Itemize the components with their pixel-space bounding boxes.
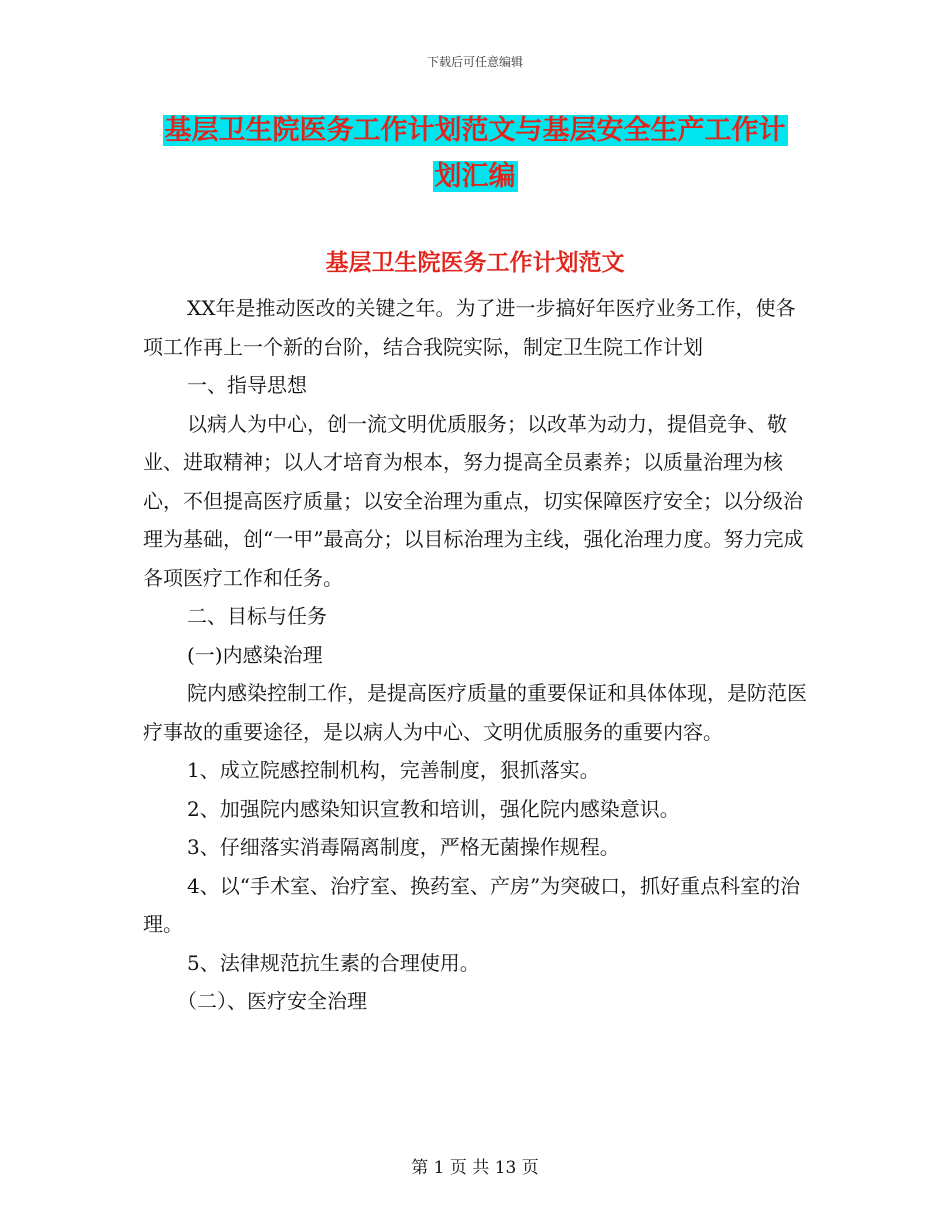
list-item-2: 2、加强院内感染知识宣教和培训，强化院内感染意识。	[187, 796, 680, 821]
paragraph-intro: XX年是推动医改的关键之年。为了进一步搞好年医疗业务工作，使各项工作再上一个新的台阶，结合我院实际，制定卫生院工作计划	[143, 296, 796, 359]
list-item-1: 1、成立院感控制机构，完善制度，狠抓落实。	[187, 758, 600, 782]
list-item-5: 5、法律规范抗生素的合理使用。	[187, 950, 480, 975]
heading-guiding-thought: 一、指导思想	[187, 373, 307, 397]
body-text	[143, 289, 808, 1021]
subheading-infection-control: (一)内感染治理	[187, 642, 323, 667]
paragraph-guiding-thought: 以病人为中心，创一流文明优质服务；以改革为动力，提倡竞争、敬业、进取精神；以人才培育为根本，努力提高全员素养；以质量治理为核心，不但提高医疗质量；以安全治理为重点，切实保障医疗安全；以分级治理为基础，创“一甲”最高分；以目标治理为主线，强化治理力度。努力完成各项医疗工作和任务。	[143, 411, 804, 590]
document-title	[140, 108, 810, 200]
page-footer: 第 1 页 共 13 页	[411, 1158, 539, 1178]
list-item-3: 3、仔细落实消毒隔离制度，严格无菌操作规程。	[187, 835, 620, 859]
section-title: 基层卫生院医务工作计划范文	[325, 249, 625, 276]
subheading-medical-safety: （二）、医疗安全治理	[177, 989, 367, 1013]
document-title-line-2: 划汇编	[434, 161, 516, 192]
list-item-4: 4、以“手术室、治疗室、换药室、产房”为突破口，抓好重点科室的治理。	[143, 873, 801, 936]
header-note: 下载后可任意编辑	[426, 55, 523, 69]
document-title-line-1: 基层卫生院医务工作计划范文与基层安全生产工作计	[164, 115, 786, 146]
heading-goals-tasks: 二、目标与任务	[187, 604, 327, 628]
paragraph-infection-control: 院内感染控制工作，是提高医疗质量的重要保证和具体体现，是防范医疗事故的重要途径，是以病人为中心、文明优质服务的重要内容。	[143, 681, 807, 744]
